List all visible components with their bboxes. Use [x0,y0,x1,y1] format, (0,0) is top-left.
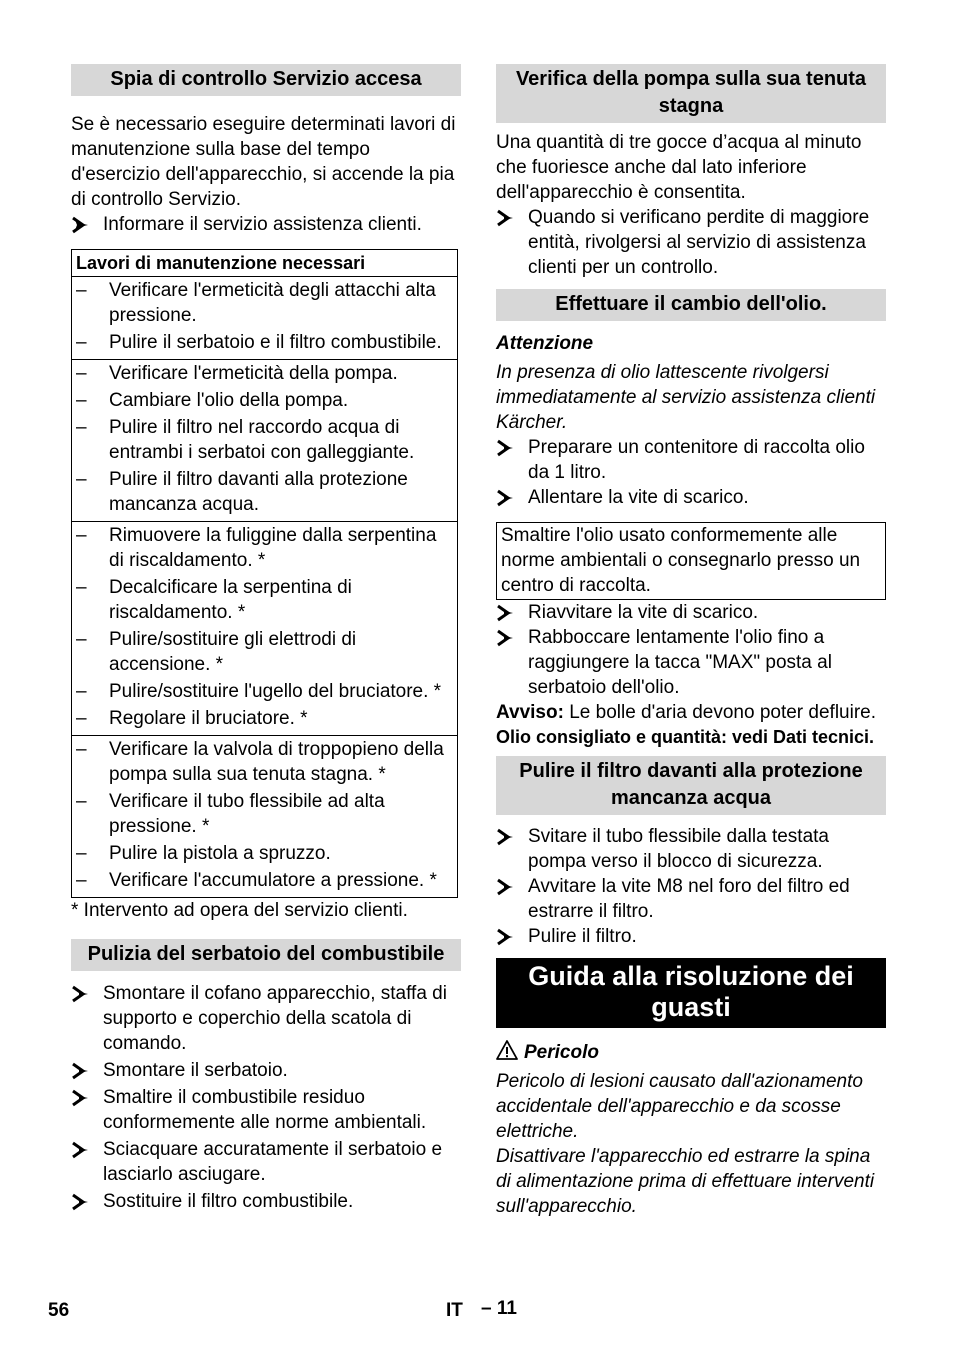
fuel-tank-steps [71,981,461,1214]
dash-bullet: – [76,629,87,650]
list-item [76,523,453,573]
danger-text-2: Disattivare l'apparecchio ed estrarre la spina di alimentazione prima di effettuare interventi sull'apparecchio. [496,1146,875,1217]
dash-bullet: – [76,469,87,490]
list-item-text: Cambiare l'olio della pompa. [109,390,349,411]
right-arrow-icon [496,600,518,625]
dash-bullet: – [76,577,87,598]
list-item [76,868,453,893]
dash-bullet: – [76,791,87,812]
dash-bullet: – [76,708,87,729]
list-item [76,706,453,731]
dash-bullet: – [76,870,87,891]
right-arrow-icon [71,981,93,1006]
list-item-text: Verificare l'ermeticità della pompa. [109,363,398,384]
list-item [76,679,453,704]
danger-heading [496,1040,886,1065]
step-item [71,1085,461,1135]
oil-recommendation: Olio consigliato e quantità: vedi Dati tecnici. [496,727,875,747]
list-item [76,575,453,625]
step-text: Sostituire il filtro combustibile. [103,1191,354,1212]
step-item [71,1058,461,1083]
step-item: Informare il servizio assistenza clienti. [71,212,461,237]
table-cell [72,736,458,898]
table-cell [72,277,458,360]
list-item-text: Verificare l'accumulatore a pressione. * [109,870,437,891]
disposal-note-box: Smaltire l'olio usato conformemente alle norme ambientali o consegnarlo presso un centro di raccolta. [496,522,886,600]
list-item [76,841,453,866]
list-item [76,789,453,839]
oil-steps-a [496,435,886,510]
list-item [76,467,453,517]
water-filter-steps [496,824,886,949]
section-title-service-light: Spia di controllo Servizio accesa [71,64,461,96]
list-item-text: Pulire il filtro davanti alla protezione mancanza acqua. [109,469,408,515]
list-item [76,361,453,386]
section-title-pump-check: Verifica della pompa sulla sua tenuta stagna [496,64,886,123]
step-item [496,924,886,949]
right-arrow-icon [496,205,518,230]
table-cell [72,522,458,736]
step-text: Allentare la vite di scarico. [528,487,749,508]
maintenance-table [71,249,458,898]
language-code: IT [446,1300,463,1321]
step-text: Svitare il tubo flessibile dalla testata pompa verso il blocco di sicurezza. [528,826,829,872]
right-arrow-icon [71,1189,93,1214]
right-arrow-icon [71,1058,93,1083]
table-row [72,522,458,736]
step-text: Preparare un contenitore di raccolta olio da 1 litro. [528,437,865,483]
notice-label: Avviso: [496,702,564,723]
right-arrow-icon [496,874,518,899]
step-item [71,981,461,1056]
section-title-water-filter: Pulire il filtro davanti alla protezione mancanza acqua [496,756,886,815]
dash-bullet: – [76,681,87,702]
list-item [76,278,453,328]
notice-paragraph [496,700,886,725]
list-item-text: Rimuovere la fuliggine dalla serpentina di riscaldamento. * [109,525,437,571]
dash-bullet: – [76,332,87,353]
table-row [72,360,458,522]
right-arrow-icon [71,1085,93,1110]
footnote: * Intervento ad opera del servizio clienti. [71,900,408,921]
step-item [71,1137,461,1187]
dash-bullet: – [76,417,87,438]
table-cell [72,360,458,522]
step-text: Smaltire il combustibile residuo conformemente alle norme ambientali. [103,1087,427,1133]
step-text: Pulire il filtro. [528,926,637,947]
list-item-text: Pulire il filtro nel raccordo acqua di entrambi i serbatoi con galleggiante. [109,417,415,463]
troubleshooting-title: Guida alla risoluzione dei guasti [496,958,886,1028]
list-item-text: Verificare l'ermeticità degli attacchi alta pressione. [109,280,436,326]
step-item [496,600,886,625]
list-item-text: Verificare il tubo flessibile ad alta pressione. * [109,791,385,837]
right-arrow-icon [496,485,518,510]
section-number: – 11 [481,1298,517,1319]
step-item [496,874,886,924]
right-arrow-icon [496,924,518,949]
warning-triangle-icon [496,1040,518,1060]
section-title-fuel-tank: Pulizia del serbatoio del combustibile [71,939,461,971]
list-item-text: Regolare il bruciatore. * [109,708,308,729]
dash-bullet: – [76,843,87,864]
dash-bullet: – [76,739,87,760]
dash-bullet: – [76,390,87,411]
list-item [76,415,453,465]
notice-text: Le bolle d'aria devono poter defluire. [563,702,876,723]
step-item [496,625,886,700]
step-item [496,435,886,485]
maintenance-table-header: Lavori di manutenzione necessari [72,250,458,277]
right-arrow-icon [496,435,518,460]
list-item-text: Pulire il serbatoio e il filtro combustibile. [109,332,442,353]
right-arrow-icon [71,1137,93,1162]
step-text: Avvitare la vite M8 nel foro del filtro ed estrarre il filtro. [528,876,850,922]
step-text: Sciacquare accuratamente il serbatoio e lasciarlo asciugare. [103,1139,443,1185]
step-text: Smontare il serbatoio. [103,1060,288,1081]
table-row [72,736,458,898]
step-text: Rabboccare lentamente l'olio fino a raggiungere la tacca "MAX" posta al serbatoio dell'olio. [528,627,832,698]
section-title-oil-change: Effettuare il cambio dell'olio. [496,289,886,321]
list-item-text: Verificare la valvola di troppopieno della pompa sulla sua tenuta stagna. * [109,739,444,785]
step-text: Smontare il cofano apparecchio, staffa di supporto e coperchio della scatola di comando. [103,983,447,1054]
dash-bullet: – [76,525,87,546]
step-item: Quando si verificano perdite di maggiore entità, rivolgersi al servizio di assistenza clienti per un controllo. [496,205,886,280]
dash-bullet: – [76,280,87,301]
step-text: Riavvitare la vite di scarico. [528,602,759,623]
list-item-text: Decalcificare la serpentina di riscaldamento. * [109,577,352,623]
left-column [71,64,461,1216]
danger-text-1: Pericolo di lesioni causato dall'azionamento accidentale dell'apparecchio e da scosse elettriche. [496,1071,863,1142]
right-arrow-icon [71,212,93,237]
service-light-text: Se è necessario eseguire determinati lavori di manutenzione sulla base del tempo d'esercizio dell'apparecchio, si accende la pia di controllo Servizio. [71,114,456,210]
list-item-text: Pulire la pistola a spruzzo. [109,843,331,864]
list-item [76,627,453,677]
right-column [496,64,886,1219]
attention-label: Attenzione [496,333,594,354]
right-arrow-icon [496,824,518,849]
step-item [496,824,886,874]
list-item [76,388,453,413]
pump-check-text: Una quantità di tre gocce d’acqua al minuto che fuoriesce anche dal lato inferiore dell'apparecchio è consentita. [496,132,862,203]
list-item-text: Pulire/sostituire l'ugello del bruciatore. * [109,681,442,702]
list-item-text: Pulire/sostituire gli elettrodi di accensione. * [109,629,357,675]
step-item [71,1189,461,1214]
attention-text: In presenza di olio lattescente rivolgersi immediatamente al servizio assistenza clienti Kärcher. [496,362,876,433]
table-row [72,277,458,360]
dash-bullet: – [76,363,87,384]
right-arrow-icon [496,625,518,650]
page-number: 56 [48,1300,70,1321]
danger-label: Pericolo [524,1042,599,1063]
list-item [76,330,453,355]
step-item [496,485,886,510]
oil-steps-b [496,600,886,700]
list-item [76,737,453,787]
